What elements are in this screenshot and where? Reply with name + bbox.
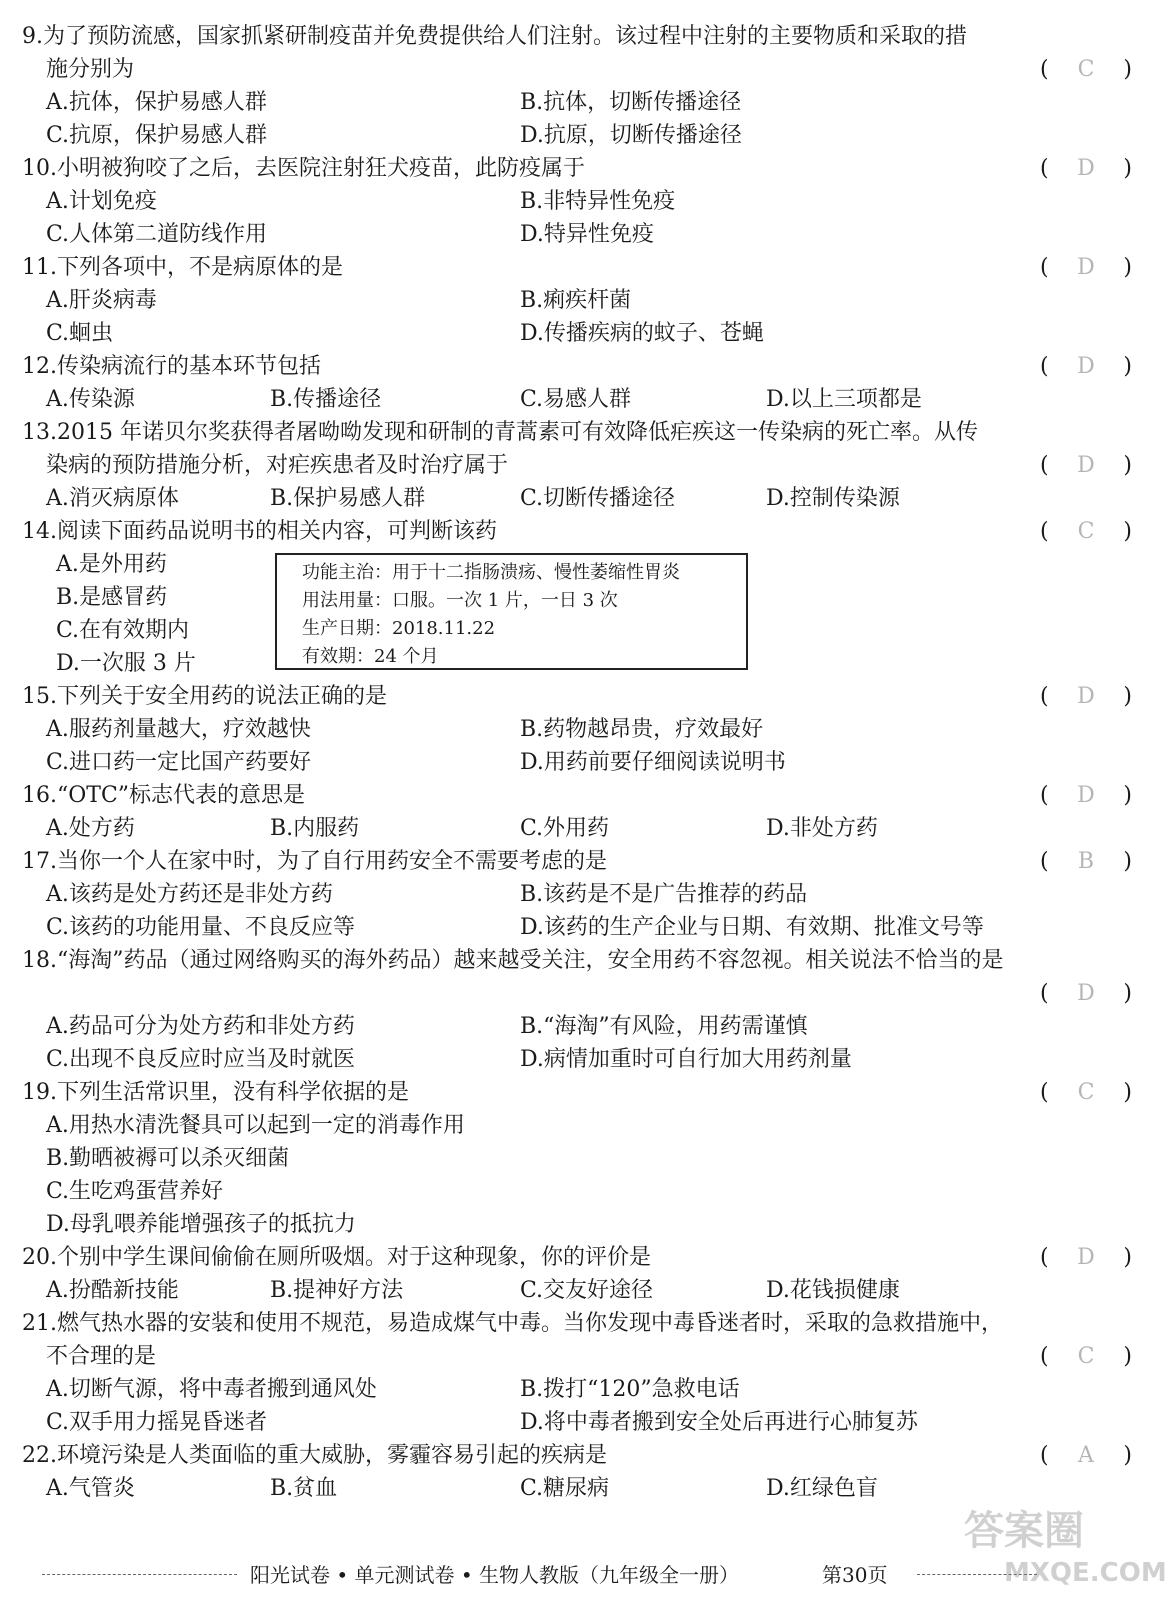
- answer-slot-21: ( C ): [1040, 1340, 1132, 1373]
- option-c: C.交友好途径: [520, 1278, 654, 1303]
- question-10-options-row-2: [22, 218, 1122, 251]
- question-14-option-d-line: [22, 647, 262, 680]
- footer-rule-left: [42, 1574, 237, 1575]
- question-14-option-a-line: [22, 548, 262, 581]
- answer-slot-18: ( D ): [1040, 977, 1132, 1010]
- answer-slot-16: ( D ): [1040, 779, 1132, 812]
- option-b: B.抗体，切断传播途径: [520, 90, 742, 115]
- option-a: A.该药是处方药还是非处方药: [46, 882, 333, 907]
- option-a: A.传染源: [46, 387, 135, 412]
- option-b: B.勤晒被褥可以杀灭细菌: [46, 1146, 290, 1171]
- question-21-stem-line-2: 不合理的是 ( C ): [22, 1340, 1122, 1373]
- option-a: A.计划免疫: [46, 189, 157, 214]
- answer-slot-15: ( D ): [1040, 680, 1132, 713]
- option-d: D.传播疾病的蚊子、苍蝇: [520, 321, 764, 346]
- answer-letter: C: [1077, 1080, 1095, 1105]
- answer-letter: B: [1077, 849, 1095, 874]
- question-9-options-row-1: [22, 86, 1122, 119]
- question-17-options-row-2: [22, 911, 1122, 944]
- option-b: B.该药是不是广告推荐的药品: [520, 882, 808, 907]
- question-11-options-row-2: [22, 317, 1122, 350]
- answer-slot-13: ( D ): [1040, 449, 1132, 482]
- question-11-options-row-1: [22, 284, 1122, 317]
- option-a: A.扮酷新技能: [46, 1278, 179, 1303]
- option-a: A.抗体，保护易感人群: [46, 90, 267, 115]
- drug-label-production-date: 生产日期：2018.11.22: [302, 618, 496, 639]
- page-number: 第30页: [822, 1563, 888, 1587]
- question-19-option-b-line: [22, 1142, 1122, 1175]
- option-c: C.双手用力摇晃昏迷者: [46, 1410, 268, 1435]
- answer-letter: D: [1077, 156, 1095, 181]
- option-d: D.抗原，切断传播途径: [520, 123, 742, 148]
- option-d: D.一次服 3 片: [56, 651, 196, 676]
- option-a: A.用热水清洗餐具可以起到一定的消毒作用: [46, 1113, 465, 1138]
- option-c: C.易感人群: [520, 387, 632, 412]
- answer-slot-17: ( B ): [1040, 845, 1132, 878]
- answer-slot-12: ( D ): [1040, 350, 1132, 383]
- question-18-answer-line: [22, 977, 1132, 1010]
- option-c: C.出现不良反应时应当及时就医: [46, 1047, 356, 1072]
- answer-letter: D: [1077, 684, 1095, 709]
- page-footer: [22, 1562, 1062, 1588]
- question-18-stem: 18.“海淘”药品（通过网络购买的海外药品）越来越受关注，安全用药不容忽视。相关说法不恰当的是: [22, 948, 1004, 973]
- answer-slot-11: ( D ): [1040, 251, 1132, 284]
- option-d: D.以上三项都是: [766, 387, 922, 412]
- question-21-options-row-2: [22, 1406, 1122, 1439]
- answer-letter: D: [1077, 1245, 1095, 1270]
- question-19-option-c-line: [22, 1175, 1122, 1208]
- site-watermark: [964, 1508, 1167, 1594]
- answer-letter: D: [1077, 783, 1095, 808]
- answer-slot-14: ( C ): [1040, 515, 1132, 548]
- question-18-options-row-2: [22, 1043, 1122, 1076]
- answer-slot-10: ( D ): [1040, 152, 1132, 185]
- question-15-stem: 15.下列关于安全用药的说法正确的是 ( D ): [22, 680, 1122, 713]
- option-b: B.保护易感人群: [270, 486, 426, 511]
- drug-label-box: [275, 553, 748, 670]
- option-d: D.花钱损健康: [766, 1278, 900, 1303]
- answer-letter: D: [1077, 453, 1095, 478]
- question-17-options-row-1: [22, 878, 1122, 911]
- drug-label-validity: 有效期：24 个月: [302, 646, 439, 667]
- question-22-stem: 22.环境污染是人类面临的重大威胁，雾霾容易引起的疾病是 ( A ): [22, 1439, 1122, 1472]
- question-16-stem: 16.“OTC”标志代表的意思是 ( D ): [22, 779, 1122, 812]
- question-13-stem-line-1: 13.2015 年诺贝尔奖获得者屠呦呦发现和研制的青蒿素可有效降低疟疾这一传染病的死亡率。从传: [22, 420, 978, 445]
- answer-slot-19: ( C ): [1040, 1076, 1132, 1109]
- option-a: A.肝炎病毒: [46, 288, 157, 313]
- question-9-stem-line-2: 施分别为 ( C ): [22, 53, 1122, 86]
- option-c: C.在有效期内: [56, 618, 190, 643]
- option-b: B.贫血: [270, 1476, 338, 1501]
- option-a: A.气管炎: [46, 1476, 135, 1501]
- option-d: D.红绿色盲: [766, 1476, 878, 1501]
- question-22-options-row: [22, 1472, 1122, 1505]
- option-a: A.服药剂量越大，疗效越快: [46, 717, 311, 742]
- option-d: D.该药的生产企业与日期、有效期、批准文号等: [520, 915, 984, 940]
- answer-slot-20: ( D ): [1040, 1241, 1132, 1274]
- answer-letter: D: [1077, 354, 1095, 379]
- answer-letter: C: [1077, 57, 1095, 82]
- option-b: B.痢疾杆菌: [520, 288, 632, 313]
- option-b: B.药物越昂贵，疗效最好: [520, 717, 764, 742]
- question-15-options-row-1: [22, 713, 1122, 746]
- question-13-stem-line-2: 染病的预防措施分析，对疟疾患者及时治疗属于 ( D ): [22, 449, 1122, 482]
- option-d: D.母乳喂养能增强孩子的抵抗力: [46, 1212, 356, 1237]
- answer-letter: D: [1077, 981, 1095, 1006]
- option-c: C.该药的功能用量、不良反应等: [46, 915, 356, 940]
- drug-label-indications: 功能主治：用于十二指肠溃疡、慢性萎缩性胃炎: [302, 562, 680, 583]
- question-16-options-row: [22, 812, 1122, 845]
- question-10-options-row-1: [22, 185, 1122, 218]
- option-d: D.非处方药: [766, 816, 878, 841]
- option-c: C.抗原，保护易感人群: [46, 123, 268, 148]
- question-19-stem: 19.下列生活常识里，没有科学依据的是 ( C ): [22, 1076, 1122, 1109]
- option-a: A.药品可分为处方药和非处方药: [46, 1014, 355, 1039]
- question-9-options-row-2: [22, 119, 1122, 152]
- question-21-stem-line-1: 21.燃气热水器的安装和使用不规范，易造成煤气中毒。当你发现中毒昏迷者时，采取的急救措施中，: [22, 1311, 1003, 1336]
- option-c: C.蛔虫: [46, 321, 114, 346]
- option-d: D.将中毒者搬到安全处后再进行心肺复苏: [520, 1410, 918, 1435]
- option-c: C.人体第二道防线作用: [46, 222, 268, 247]
- option-b: B.传播途径: [270, 387, 382, 412]
- question-15-options-row-2: [22, 746, 1122, 779]
- option-b: B.“海淘”有风险，用药需谨慎: [520, 1014, 808, 1039]
- option-a: A.处方药: [46, 816, 135, 841]
- option-d: D.控制传染源: [766, 486, 900, 511]
- footer-title: 阳光试卷 • 单元测试卷 • 生物人教版（九年级全一册）: [250, 1563, 740, 1587]
- question-12-stem: 12.传染病流行的基本环节包括 ( D ): [22, 350, 1122, 383]
- answer-letter: A: [1078, 1443, 1094, 1468]
- option-a: A.是外用药: [56, 552, 167, 577]
- option-c: C.外用药: [520, 816, 610, 841]
- question-14-stem: 14.阅读下面药品说明书的相关内容，可判断该药 ( C ): [22, 515, 1122, 548]
- answer-slot-9: ( C ): [1040, 53, 1132, 86]
- option-b: B.内服药: [270, 816, 360, 841]
- watermark-url: MXQE.COM: [1004, 1558, 1167, 1588]
- question-14-option-c-line: [22, 614, 262, 647]
- option-c: C.进口药一定比国产药要好: [46, 750, 312, 775]
- question-10-stem: 10.小明被狗咬了之后，去医院注射狂犬疫苗，此防疫属于 ( D ): [22, 152, 1122, 185]
- question-21-options-row-1: [22, 1373, 1122, 1406]
- option-b: B.是感冒药: [56, 585, 168, 610]
- question-20-stem: 20.个别中学生课间偷偷在厕所吸烟。对于这种现象，你的评价是 ( D ): [22, 1241, 1122, 1274]
- question-19-option-a-line: [22, 1109, 1122, 1142]
- drug-label-dosage: 用法用量：口服。一次 1 片，一日 3 次: [302, 590, 618, 611]
- option-b: B.非特异性免疫: [520, 189, 676, 214]
- option-c: C.糖尿病: [520, 1476, 610, 1501]
- option-c: C.切断传播途径: [520, 486, 676, 511]
- option-a: A.切断气源，将中毒者搬到通风处: [46, 1377, 377, 1402]
- option-b: B.拨打“120”急救电话: [520, 1377, 740, 1402]
- question-17-stem: 17.当你一个人在家中时，为了自行用药安全不需要考虑的是 ( B ): [22, 845, 1122, 878]
- option-d: D.用药前要仔细阅读说明书: [520, 750, 786, 775]
- question-12-options-row: [22, 383, 1122, 416]
- option-b: B.提神好方法: [270, 1278, 404, 1303]
- watermark-logo-text: 答案圈: [964, 1508, 1084, 1554]
- answer-slot-22: ( A ): [1040, 1439, 1132, 1472]
- answer-letter: C: [1077, 519, 1095, 544]
- answer-letter: D: [1077, 255, 1095, 280]
- option-d: D.病情加重时可自行加大用药剂量: [520, 1047, 852, 1072]
- question-13-options-row: [22, 482, 1122, 515]
- option-c: C.生吃鸡蛋营养好: [46, 1179, 224, 1204]
- question-18-options-row-1: [22, 1010, 1122, 1043]
- question-14-option-b-line: [22, 581, 262, 614]
- question-11-stem: 11.下列各项中，不是病原体的是 ( D ): [22, 251, 1122, 284]
- option-d: D.特异性免疫: [520, 222, 654, 247]
- answer-letter: C: [1077, 1344, 1095, 1369]
- question-9-stem-line-1: 9.为了预防流感，国家抓紧研制疫苗并免费提供给人们注射。该过程中注射的主要物质和采取的措: [22, 24, 967, 49]
- question-20-options-row: [22, 1274, 1122, 1307]
- option-a: A.消灭病原体: [46, 486, 179, 511]
- question-19-option-d-line: [22, 1208, 1122, 1241]
